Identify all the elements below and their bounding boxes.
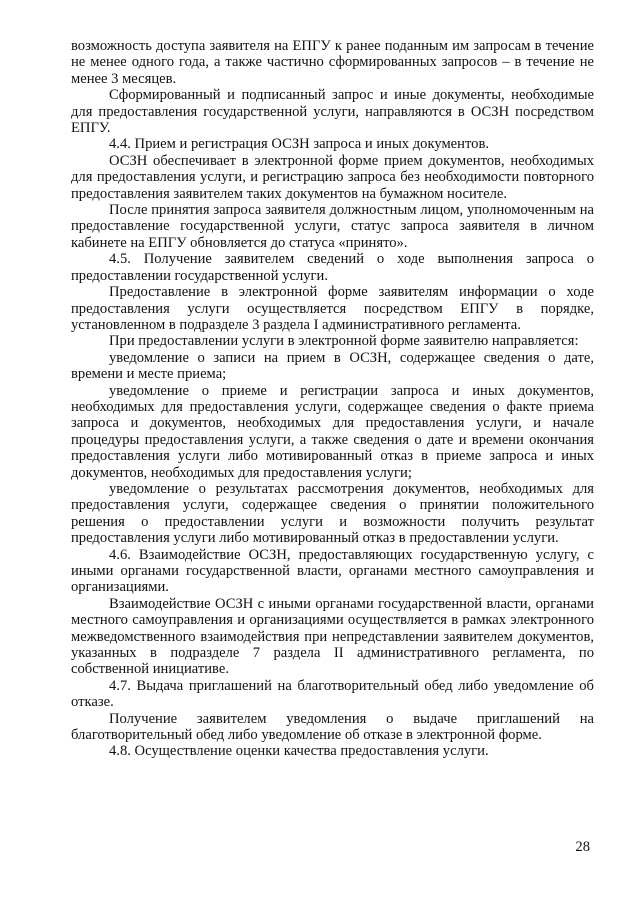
- paragraph: Предоставление в электронной форме заявителям информации о ходе предоставления услуги осуществляется посредством ЕПГУ в порядке, установленном в подразделе 3 раздела I административного регламента.: [71, 284, 594, 333]
- paragraph: После принятия запроса заявителя должностным лицом, уполномоченным на предоставление государственной услуги, статус запроса заявителя в личном кабинете на ЕПГУ обновляется до статуса «принято».: [71, 202, 594, 251]
- page-number: 28: [575, 839, 590, 855]
- section-heading: 4.7. Выдача приглашений на благотворительный обед либо уведомление об отказе.: [71, 677, 594, 711]
- body-text: [71, 38, 594, 760]
- paragraph: Взаимодействие ОСЗН с иными органами государственной власти, органами местного самоуправления и организациями осуществляется в рамках электронного межведомственного взаимодействия при непредставлении заявителем документов, указанных в подразделе 7 раздела II административного регламента, по собственной инициативе.: [71, 595, 594, 678]
- section-heading: 4.5. Получение заявителем сведений о ходе выполнения запроса о предоставлении государственной услуги.: [71, 251, 594, 284]
- section-heading: 4.4. Прием и регистрация ОСЗН запроса и иных документов.: [109, 136, 489, 153]
- paragraph: Получение заявителем уведомления о выдаче приглашений на благотворительный обед либо уведомление об отказе в электронной форме.: [71, 710, 594, 744]
- paragraph: возможность доступа заявителя на ЕПГУ к ранее поданным им запросам в течение не менее одного года, а также частично сформированных запросов – в течение не менее 3 месяцев.: [71, 38, 594, 87]
- paragraph: Сформированный и подписанный запрос и иные документы, необходимые для предоставления государственной услуги, направляются в ОСЗН посредством ЕПГУ.: [71, 87, 594, 137]
- paragraph: При предоставлении услуги в электронной форме заявителю направляется:: [109, 333, 579, 350]
- paragraph: ОСЗН обеспечивает в электронной форме прием документов, необходимых для предоставления услуги, и регистрацию запроса без необходимости повторного предоставления заявителем таких документов на бумажном носителе.: [71, 152, 594, 202]
- section-heading: 4.8. Осуществление оценки качества предоставления услуги.: [109, 743, 489, 760]
- list-item: уведомление о результатах рассмотрения документов, необходимых для предоставления услуги, содержащее сведения о принятии положительного решения о предоставлении услуги и возможности получить результат предоставления услуги либо мотивированный отказ в предоставлении услуги.: [71, 480, 594, 547]
- list-item: уведомление о приеме и регистрации запроса и иных документов, необходимых для предоставления услуги, содержащее сведения о факте приема запроса и документов, необходимых для предоставления услуги, и начале процедуры предоставления услуги, а также сведения о дате и времени окончания предоставления услуги либо мотивированный отказ в приеме запроса и иных документов, необходимых для предоставления услуги;: [71, 382, 594, 481]
- section-heading: 4.6. Взаимодействие ОСЗН, предоставляющих государственную услугу, с иными органами государственной власти, органами местного самоуправления и организациями.: [71, 546, 594, 596]
- list-item: уведомление о записи на прием в ОСЗН, содержащее сведения о дате, времени и месте приема;: [71, 349, 594, 383]
